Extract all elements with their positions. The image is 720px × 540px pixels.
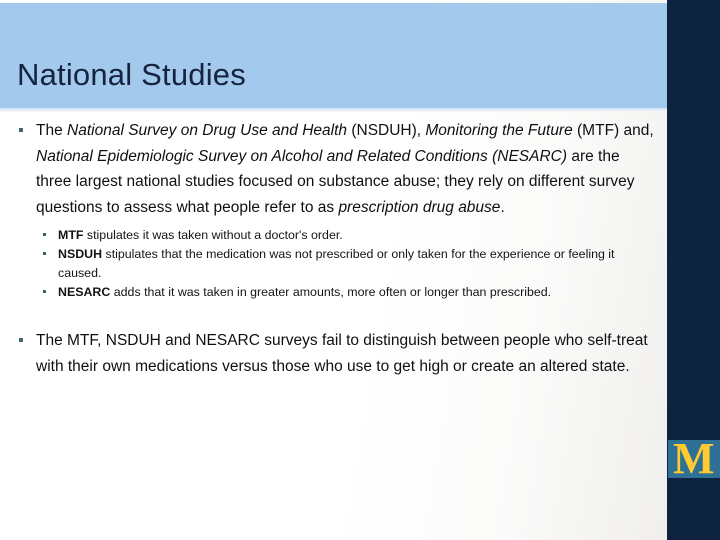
bullet-item-sub-3 — [36, 283, 667, 302]
bullet-dot-icon — [43, 233, 46, 236]
slide-body — [0, 118, 667, 528]
bullet-text-sub-3 — [58, 283, 667, 302]
bullet-tail: are the three largest national studies focused on substance abuse; they rely on different survey questions to assess what people refer to as — [36, 147, 635, 216]
study-name-nesarc: National Epidemiologic Survey on Alcohol and Related Conditions (NESARC) — [36, 147, 568, 165]
bullet-text-primary-2: The MTF, NSDUH and NESARC surveys fail to distinguish between people who self-treat with their own medications versus those who use to get high or create an altered state. — [36, 332, 648, 375]
sub-text-1: stipulates it was taken without a doctor's order. — [83, 228, 343, 242]
bullet-dot-icon — [19, 338, 23, 342]
study-abbr-mtf-sub: MTF — [58, 228, 84, 242]
bullet-dot-icon — [43, 252, 46, 255]
bullet-end-period: . — [500, 198, 505, 216]
bullet-text-sub-2 — [58, 245, 667, 283]
bullet-dot-icon — [43, 290, 46, 293]
study-abbr-nsduh: (NSDUH), — [347, 122, 426, 139]
logo-letter-m: M — [673, 440, 714, 478]
sub-bullet-container — [0, 226, 667, 302]
bullet-item-primary-2 — [0, 328, 667, 379]
bullet-spacer — [0, 302, 667, 328]
study-name-mtf: Monitoring the Future — [425, 122, 573, 139]
bullet-list-level1 — [0, 118, 667, 379]
study-abbr-mtf: (MTF) and, — [572, 122, 654, 139]
title-band-edge — [0, 108, 667, 112]
university-logo — [668, 440, 720, 478]
sub-bullet-wrap — [0, 226, 667, 302]
study-name-nsduh: National Survey on Drug Use and Health — [67, 122, 348, 139]
sub-text-2: stipulates that the medication was not prescribed or only taken for the experience or feeling it caused. — [58, 247, 615, 280]
bullet-list-level2 — [36, 226, 667, 302]
bullet-dot-icon — [19, 128, 23, 132]
bullet-item-sub-2 — [36, 245, 667, 283]
bullet-text-primary-1 — [36, 118, 667, 220]
sub-text-3: adds that it was taken in greater amounts, more often or longer than prescribed. — [110, 285, 552, 299]
study-abbr-nesarc-sub: NESARC — [58, 285, 111, 299]
right-accent-strip — [667, 0, 720, 540]
bullet-text-sub-1 — [58, 226, 667, 245]
bullet-lead: The — [36, 122, 68, 139]
bullet-item-sub-1 — [36, 226, 667, 245]
term-prescription-drug-abuse: prescription drug abuse — [338, 198, 501, 216]
study-abbr-nsduh-sub: NSDUH — [58, 247, 103, 261]
page-title: National Studies — [17, 56, 246, 92]
bullet-item-primary-1 — [0, 118, 667, 220]
